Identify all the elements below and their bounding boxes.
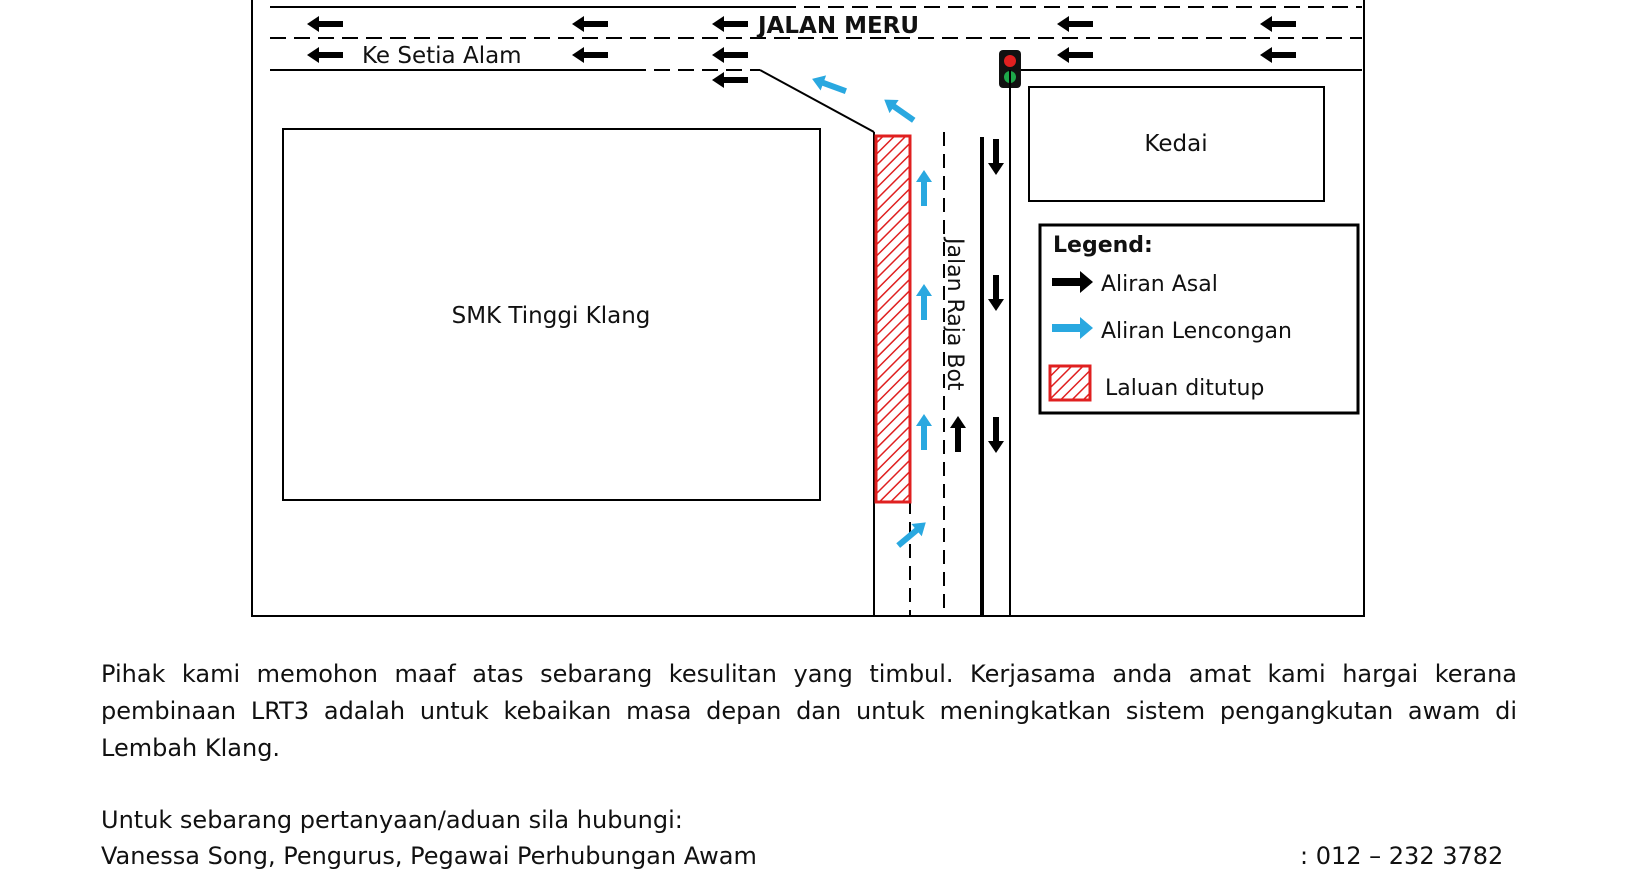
legend-label-detour-flow: Aliran Lencongan — [1101, 319, 1292, 344]
contact-name: Vanessa Song, Pengurus, Pegawai Perhubungan Awam — [101, 842, 757, 870]
closed-route-hatched — [876, 136, 910, 502]
direction-label-ke-setia-alam: Ke Setia Alam — [362, 43, 522, 69]
legend-title: Legend: — [1053, 233, 1153, 258]
contact-phone: : 012 – 232 3782 — [1300, 842, 1504, 870]
apology-paragraph: Pihak kami memohon maaf atas sebarang kesulitan yang timbul. Kerjasama anda amat kami hargai kerana pembinaan LRT3 adalah untuk kebaikan masa depan dan untuk meningkatkan sistem pengangkutan awam di Lembah Klang. — [101, 660, 1517, 762]
building-label-smk: SMK Tinggi Klang — [451, 303, 651, 329]
hatched-closed-icon — [1050, 366, 1090, 400]
legend — [1040, 225, 1358, 413]
legend-label-original-flow: Aliran Asal — [1101, 272, 1218, 297]
contact-intro: Untuk sebarang pertanyaan/aduan sila hubungi: — [101, 806, 683, 834]
building-label-kedai: Kedai — [1144, 131, 1208, 157]
legend-label-closed-route: Laluan ditutup — [1105, 376, 1265, 401]
road-label-jalan-raja-bot: Jalan Raja Bot — [942, 238, 967, 391]
road-label-jalan-meru: JALAN MERU — [758, 13, 920, 39]
detour-flow-arrows — [809, 71, 932, 551]
